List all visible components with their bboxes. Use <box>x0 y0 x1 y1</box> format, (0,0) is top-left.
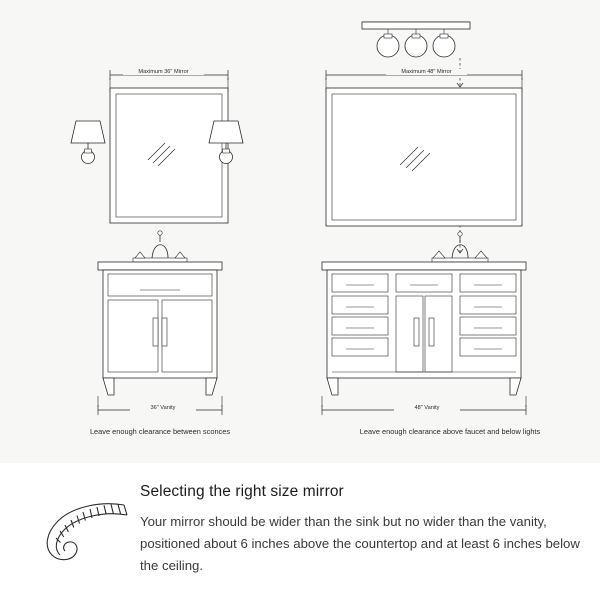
left-setup-caption: Leave enough clearance between sconces <box>89 427 231 436</box>
left-mirror-dimension-label: Maximum 36" Mirror <box>123 69 204 75</box>
right-vanity-dimension-label: 48" Vanity <box>394 405 460 411</box>
left-door-pull-left <box>153 318 158 346</box>
drawer-top-center <box>396 274 452 292</box>
vanity-light-fixture <box>362 22 470 57</box>
left-vanity <box>98 262 222 395</box>
drawer-right-2 <box>460 317 516 335</box>
info-text-block <box>140 483 580 576</box>
drawer-top-right <box>460 274 516 292</box>
left-mirror <box>110 88 228 223</box>
right-mirror <box>326 88 522 226</box>
drawer-right-1 <box>460 296 516 314</box>
left-door-pull-right <box>162 318 167 346</box>
right-setup-caption: Leave enough clearance above faucet and below lights <box>359 427 541 436</box>
right-vanity <box>322 262 526 395</box>
door-pull-left <box>414 318 419 346</box>
drawer-left-1 <box>332 296 388 314</box>
left-sconce-left <box>71 121 105 164</box>
info-panel <box>0 463 600 600</box>
tape-measure-icon <box>28 499 138 574</box>
info-title: Selecting the right size mirror <box>140 483 344 500</box>
left-faucet <box>133 231 187 262</box>
drawer-left-3 <box>332 338 388 356</box>
info-body: Your mirror should be wider than the sink but no wider than the vanity, positioned about 6 inches above the countertop and at least 6 inches below the ceiling. <box>140 514 580 573</box>
left-vanity-dimension-label: 36" Vanity <box>130 405 196 411</box>
right-mirror-dimension-label: Maximum 48" Mirror <box>386 69 467 75</box>
drawer-left-2 <box>332 317 388 335</box>
drawer-right-3 <box>460 338 516 356</box>
door-pull-right <box>429 318 434 346</box>
drawer-top-left <box>332 274 388 292</box>
